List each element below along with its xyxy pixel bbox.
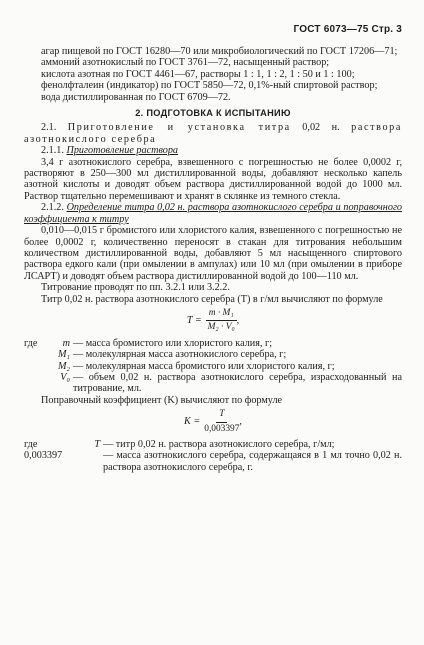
definitions-where: где — [24, 439, 38, 450]
formula-titer-denominator — [208, 321, 235, 333]
subsection-2-1-title-line2: раствора азотнокислого серебра — [24, 122, 402, 145]
page-content — [24, 46, 402, 473]
definition-text: — масса бромистого или хлористого калия, г; — [73, 337, 273, 349]
paragraph-titer: Титр 0,02 н. раствора азотнокислого серебра (T) в г/мл вычисляют по формуле — [41, 293, 383, 305]
definition-row — [24, 361, 402, 372]
reagent-agar: агар пищевой по ГОСТ 16280—70 или микробиологический по ГОСТ 17206—71; — [41, 46, 398, 57]
reagent-ammonium-nitrate: аммоний азотнокислый по ГОСТ 3761—72, насыщенный раствор; — [41, 57, 330, 69]
definition-text: — титр 0,02 н. раствора азотнокислого серебра, г/мл; — [103, 439, 335, 450]
formula-titer-den-m2: M₂ — [207, 322, 219, 333]
formula-coefficient-numerator: T — [216, 409, 227, 422]
subsection-2-1-1-number: 2.1.1. — [41, 145, 64, 157]
subsection-2-1-title-rest: 0,02 н. — [302, 122, 340, 134]
formula-titer-fraction — [206, 308, 237, 334]
reagent-phenolphthalein: фенолфталеин (индикатор) по ГОСТ 5850—72, 0,1%-ный спиртовой раствор; — [41, 80, 378, 92]
formula-titer-lhs: T = — [186, 315, 202, 327]
subsection-2-1-heading — [24, 122, 402, 145]
subsection-2-1-title: Приготовление и установка титра — [67, 122, 291, 134]
subsection-2-1-2-number: 2.1.2. — [41, 202, 64, 214]
formula-titer — [24, 308, 402, 334]
definition-text: — молекулярная масса азотнокислого серебра, г; — [73, 349, 287, 361]
definitions-coefficient — [24, 439, 402, 473]
subsection-2-1-1-heading — [24, 145, 402, 156]
definition-row — [24, 372, 402, 395]
paragraph-2-1-1: 3,4 г азотнокислого серебра, взвешенного с погрешностью не более 0,0002 г, растворяют в 250—300 мл дистиллированной воды, добавляют несколько капель азотной кислоты и доводят объем раствора дистиллированной водой до 1000 мл. Раствор тщательно перемешивают и хранят в склянке из темного стекла. — [24, 156, 402, 202]
section-title: 2. ПОДГОТОВКА К ИСПЫТАНИЮ — [135, 108, 291, 119]
definition-symbol: M₂ — [57, 360, 70, 372]
formula-coefficient — [24, 409, 402, 435]
definition-text: — объем 0,02 н. раствора азотнокислого серебра, израсходованный на титрование, мл. — [73, 371, 402, 395]
subsection-2-1-1-title: Приготовление раствора — [66, 145, 179, 157]
formula-titer-tail: , — [236, 315, 240, 327]
paragraph-titration: Титрование проводят по пп. 3.2.1 или 3.2.2. — [41, 282, 230, 294]
definition-row — [24, 349, 402, 360]
formula-coefficient-tail: , — [239, 416, 242, 428]
reagent-distilled-water: вода дистиллированная по ГОСТ 6709—72. — [41, 91, 231, 103]
formula-titer-numerator: m · M₁ — [206, 308, 237, 321]
definitions-where: где — [24, 337, 38, 349]
page-header: ГОСТ 6073—75 Стр. 3 — [293, 24, 402, 35]
paragraph-2-1-2: 0,010—0,015 г бромистого или хлористого калия, взвешенного с погрешностью не более 0,0002 г, количественно переносят в стакан для титрования небольшим количеством дистиллированной воды, добавляют 5 мл насыщенного спиртового раствора едкого кали (при омылении в ампулах) или 10 мл (при омылении в приборе ЛСАРТ) и доводят объем раствора дистиллированной водой до 100—110 мл. — [24, 225, 402, 282]
formula-coefficient-lhs: K = — [184, 416, 201, 428]
definition-text: — молекулярная масса бромистого или хлористого калия, г; — [73, 360, 335, 372]
definition-row — [24, 338, 402, 349]
definition-symbol: V₀ — [60, 371, 70, 383]
definition-symbol: m — [62, 337, 70, 349]
subsection-2-1-number: 2.1. — [41, 122, 57, 134]
definitions-titer — [24, 338, 402, 395]
definition-symbol: M₁ — [57, 349, 70, 361]
definition-text: — масса азотнокислого серебра, содержащаяся в 1 мл точно 0,02 н. раствора азотнокислого серебра, г. — [103, 450, 402, 473]
paragraph-coefficient: Поправочный коэффициент (K) вычисляют по формуле — [41, 394, 283, 406]
definition-symbol: 0,003397 — [24, 450, 63, 462]
formula-titer-den-v0: · V₀ — [221, 322, 235, 333]
subsection-2-1-2-title: Определение титра 0,02 н. раствора азотнокислого серебра и поправочного коэффициента к титру — [24, 202, 403, 225]
definition-row — [24, 450, 402, 473]
formula-coefficient-denominator: 0,003397 — [204, 423, 240, 434]
definition-row — [24, 439, 402, 450]
definition-symbol: T — [94, 439, 100, 450]
subsection-2-1-2-heading — [24, 202, 402, 225]
reagent-nitric-acid: кислота азотная по ГОСТ 4461—67, растворы 1 : 1, 1 : 2, 1 : 50 и 1 : 100; — [41, 68, 355, 80]
formula-coefficient-fraction — [204, 409, 239, 435]
